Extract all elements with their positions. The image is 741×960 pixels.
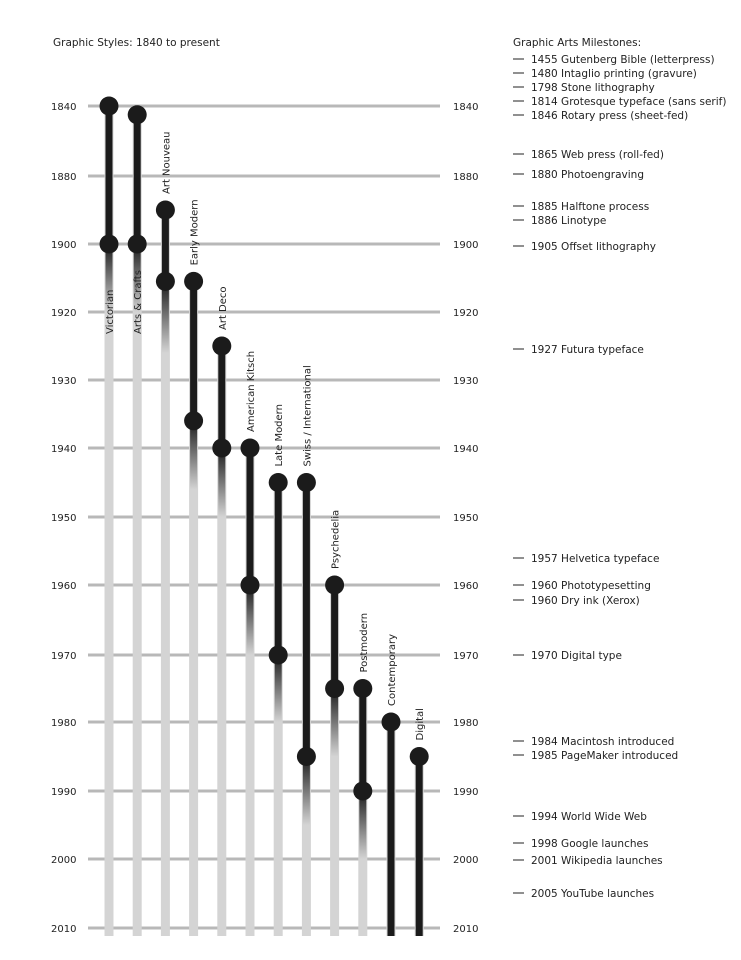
style-end-dot — [212, 439, 231, 458]
milestone-item: 1970 Digital type — [531, 650, 622, 662]
milestone-item: 1880 Photoengraving — [531, 169, 644, 181]
style-end-dot — [184, 411, 203, 430]
year-label-right: 1980 — [453, 718, 479, 729]
style-fade — [275, 655, 282, 722]
style-fade — [331, 689, 338, 757]
chart-title: Graphic Styles: 1840 to present — [53, 37, 220, 49]
style-end-dot — [269, 646, 288, 665]
year-label-left: 1950 — [51, 513, 77, 524]
year-label-right: 1960 — [453, 581, 479, 592]
year-grid — [51, 102, 478, 935]
style-start-dot — [212, 337, 231, 356]
style-end-dot — [100, 235, 119, 254]
year-label-left: 2010 — [51, 924, 77, 935]
milestone-item: 2001 Wikipedia launches — [531, 855, 663, 867]
style-label: Early Modern — [189, 199, 201, 266]
style-end-dot — [297, 747, 316, 766]
year-label-left: 1960 — [51, 581, 77, 592]
year-label-right: 1880 — [453, 172, 479, 183]
milestone-item: 1814 Grotesque typeface (sans serif) — [531, 96, 727, 108]
year-label-right: 1930 — [453, 376, 479, 387]
milestones-heading: Graphic Arts Milestones: — [513, 37, 642, 49]
style-label: Postmodern — [358, 612, 370, 673]
style-end-dot — [128, 235, 147, 254]
milestone-item: 1960 Phototypesetting — [531, 580, 651, 592]
year-label-left: 1930 — [51, 376, 77, 387]
milestone-item: 1960 Dry ink (Xerox) — [531, 595, 640, 607]
year-label-left: 1990 — [51, 787, 77, 798]
style-start-dot — [269, 473, 288, 492]
style-tracks — [105, 106, 427, 936]
style-fade — [162, 281, 169, 352]
style-start-dot — [128, 105, 147, 124]
style-start-dot — [100, 97, 119, 116]
year-label-right: 1970 — [453, 651, 479, 662]
milestone-item: 1846 Rotary press (sheet-fed) — [531, 110, 689, 122]
style-fade — [247, 585, 254, 655]
style-end-dot — [325, 679, 344, 698]
milestone-item: 1865 Web press (roll-fed) — [531, 149, 664, 161]
style-start-dot — [410, 747, 429, 766]
milestone-item: 1905 Offset lithography — [531, 241, 656, 253]
year-label-left: 1920 — [51, 308, 77, 319]
year-label-left: 1880 — [51, 172, 77, 183]
style-label: Victorian — [105, 289, 116, 334]
milestones-list — [513, 54, 726, 900]
style-labels — [105, 131, 426, 740]
style-label: Contemporary — [387, 634, 398, 706]
style-fade — [359, 791, 366, 859]
style-label: Swiss / International — [302, 365, 314, 467]
milestone-item: 1984 Macintosh introduced — [531, 736, 675, 748]
milestone-item: 1886 Linotype — [531, 215, 607, 227]
year-label-left: 1980 — [51, 718, 77, 729]
milestone-item: 2005 YouTube launches — [531, 888, 655, 900]
style-end-dot — [241, 576, 260, 595]
style-start-dot — [353, 679, 372, 698]
year-label-right: 1990 — [453, 787, 479, 798]
milestone-item: 1994 World Wide Web — [531, 811, 647, 823]
year-label-left: 1840 — [51, 102, 77, 113]
style-start-dot — [297, 473, 316, 492]
style-label: Digital — [415, 708, 427, 741]
year-label-left: 1940 — [51, 444, 77, 455]
style-label: Late Modern — [274, 404, 286, 467]
style-label: Psychedelia — [330, 509, 342, 569]
style-label: Art Nouveau — [161, 131, 173, 194]
style-start-dot — [184, 272, 203, 291]
year-label-right: 1920 — [453, 308, 479, 319]
style-label: Art Deco — [217, 286, 229, 330]
style-end-dot — [353, 782, 372, 801]
style-fade — [303, 757, 310, 826]
milestone-item: 1455 Gutenberg Bible (letterpress) — [531, 54, 715, 66]
year-label-left: 1900 — [51, 240, 77, 251]
style-start-dot — [241, 439, 260, 458]
year-label-right: 1950 — [453, 513, 479, 524]
style-label: American Kitsch — [246, 350, 257, 432]
milestone-item: 1927 Futura typeface — [531, 344, 644, 356]
milestone-item: 1798 Stone lithography — [531, 82, 655, 94]
year-label-right: 1900 — [453, 240, 479, 251]
year-label-right: 2010 — [453, 924, 479, 935]
milestone-item: 1480 Intaglio printing (gravure) — [531, 68, 697, 80]
milestone-item: 1885 Halftone process — [531, 201, 650, 213]
style-fade — [218, 448, 225, 517]
style-start-dot — [382, 713, 401, 732]
milestone-item: 1957 Helvetica typeface — [531, 553, 660, 565]
year-label-left: 2000 — [51, 855, 77, 866]
year-label-right: 1940 — [453, 444, 479, 455]
year-label-left: 1970 — [51, 651, 77, 662]
style-start-dot — [156, 201, 175, 220]
milestone-item: 1998 Google launches — [531, 838, 649, 850]
style-start-dot — [325, 576, 344, 595]
milestone-item: 1985 PageMaker introduced — [531, 750, 679, 762]
year-label-right: 1840 — [453, 102, 479, 113]
style-end-dot — [156, 272, 175, 291]
style-label: Arts & Crafts — [133, 270, 145, 334]
year-label-right: 2000 — [453, 855, 479, 866]
style-fade — [190, 421, 197, 490]
